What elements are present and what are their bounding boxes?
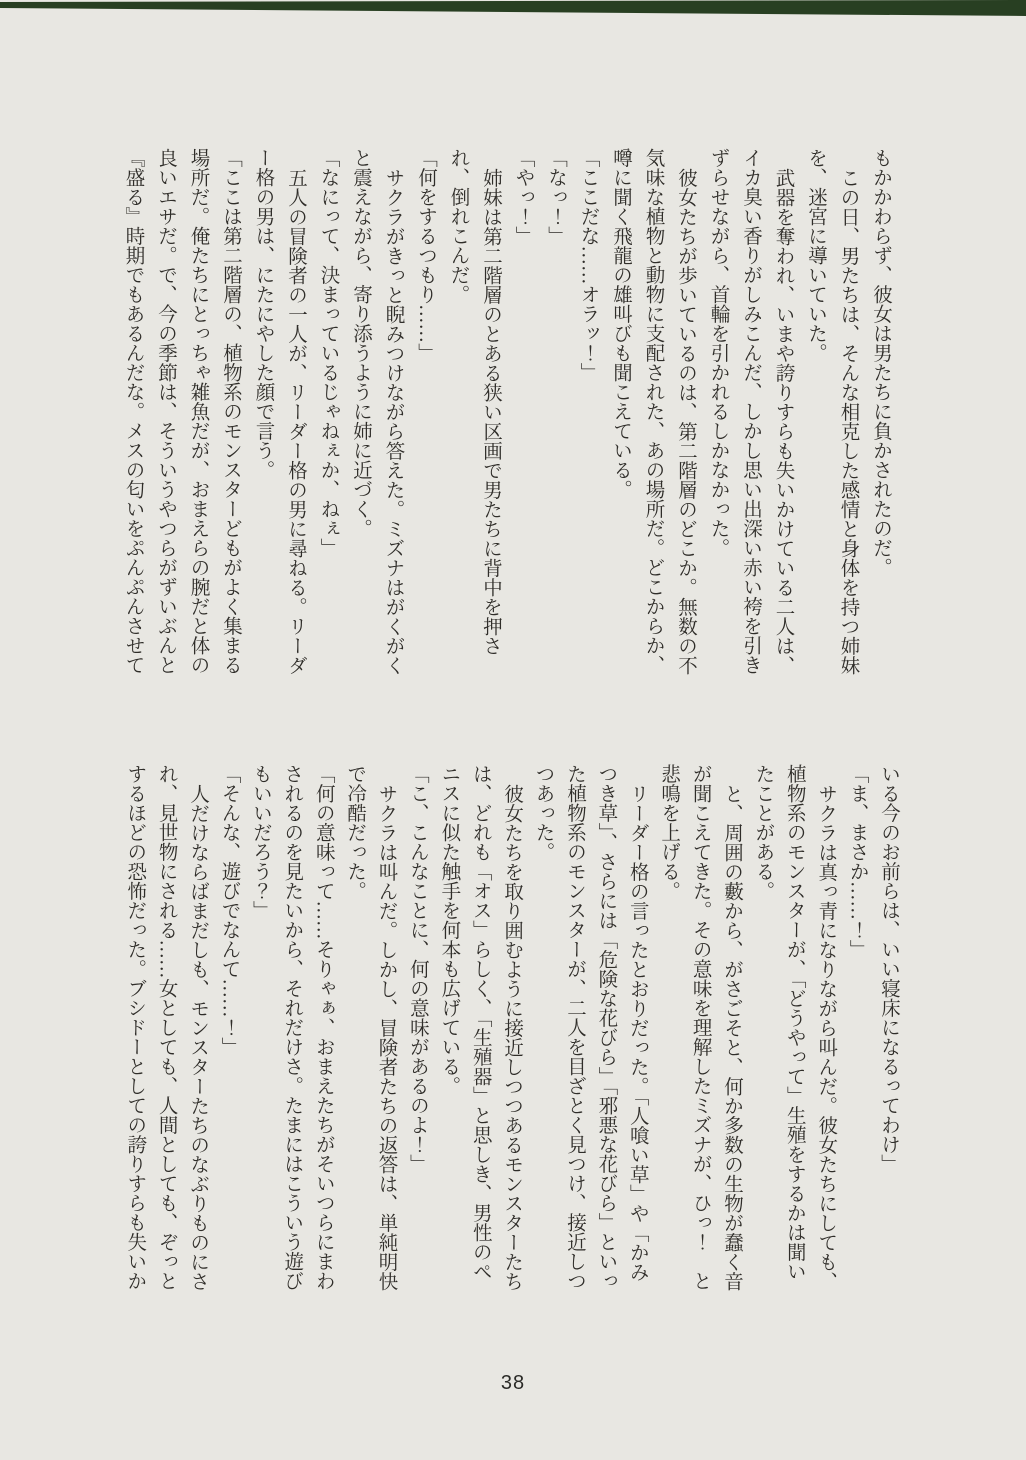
lower-text-block [119, 764, 904, 1300]
paragraph-line: この日、男たちは、そんな相克した感情と身体を持つ姉妹を、迷宮に導いていた。 [805, 148, 859, 675]
paragraph-line: 「なっ！」 [545, 148, 566, 246]
upper-text-block [116, 148, 896, 684]
paragraph-line: 人だけならばまだしも、モンスターたちのなぶりものにされ、見世物にされる……女としても、人間としても、ぞっとするほどの恐怖だった。ブシドーとしての誇りすらも失いか [124, 764, 209, 1291]
paragraph-line: 「なにって、決まっているじゃねぇか、ねぇ」 [317, 148, 339, 558]
scan-edge-strip [0, 0, 1026, 18]
paragraph-line: 武器を奪われ、いまや誇りすらも失いかけている二人は、イカ臭い香りがしみこんだ、しかし思い出深い赤い袴を引きずらせながら、首輪を引かれるしかなかった。 [707, 148, 794, 675]
paragraph-line: 「こ、こんなことに、何の意味があるのよ！」 [406, 764, 428, 1174]
page-number: 38 [500, 1372, 526, 1394]
paragraph-line: 「ここは第二階層の、植物系のモンスターどもがよく集まる場所だ。俺たちにとっちゃ雑魚だが、おまえらの腕だと体の良いエサだ。で、今の季節は、そういうやつらがずいぶんと『盛る』時期でもあるんだな。メスの匂いをぷんぷんさせて [122, 148, 241, 675]
paragraph-line: 彼女たちを取り囲むように接近しつつあるモンスターたちは、どれも「オス」らしく、「生殖器」と思しき、男性のペニスに似た触手を何本も広げている。 [438, 764, 523, 1291]
paragraph-line: 五人の冒険者の一人が、リーダー格の男に尋ねる。リーダー格の男は、にたにやした顔で言う。 [252, 148, 306, 675]
paragraph-line: 姉妹は第二階層のとある狭い区画で男たちに背中を押され、倒れこんだ。 [447, 148, 501, 655]
paragraph-line: 「何の意味って……そりゃぁ、おまえたちがそいつらにまわされるのを見たいから、それだけさ。たまにはこういう遊びもいいだろう？」 [249, 764, 334, 1291]
paragraph-line: いる今のお前らは、いい寝床になるってわけ」 [878, 764, 899, 1174]
paragraph-line: 「何をするつもり……」 [415, 148, 436, 363]
paragraph-line: 彼女たちが歩いているのは、第二階層のどこか。無数の不気味な植物と動物に支配された、あの場所だ。どこからか、噂に聞く飛龍の雄叫びも聞こえている。 [610, 148, 696, 675]
paragraph-line: 「ま、まさか……！」 [846, 764, 868, 959]
paragraph-line: 「そんな、遊びでなんて……！」 [218, 764, 240, 1057]
paragraph-line: 「ここだな……オラッ！」 [577, 148, 599, 382]
paragraph-line: サクラは叫んだ。しかし、冒険者たちの返答は、単純明快で冷酷だった。 [344, 764, 397, 1291]
paragraph-line: と、周囲の藪から、がさごそと、何か多数の生物が蠢く音が聞こえてきた。その意味を理解したミズナが、ひっ！ と悲鳴を上げる。 [658, 764, 742, 1291]
paragraph-line: もかかわらず、彼女は男たちに負かされたのだ。 [870, 148, 891, 577]
paragraph-line: サクラは真っ青になりながら叫んだ。彼女たちにしても、植物系のモンスターが、「どうやって」生殖をするかは聞いたことがある。 [752, 764, 837, 1291]
paragraph-line: リーダー格の言ったとおりだった。「人喰い草」や「かみつき草」、さらには「危険な花びら」「邪悪な花びら」といった植物系のモンスターが、二人を目ざとく見つけ、接近しつつあった。 [532, 764, 648, 1291]
paragraph-line: 「やっ！」 [512, 148, 534, 246]
paragraph-line: サクラがきっと睨みつけながら答えた。ミズナはがくがくと震えながら、寄り添うように姉に近づく。 [350, 148, 404, 675]
